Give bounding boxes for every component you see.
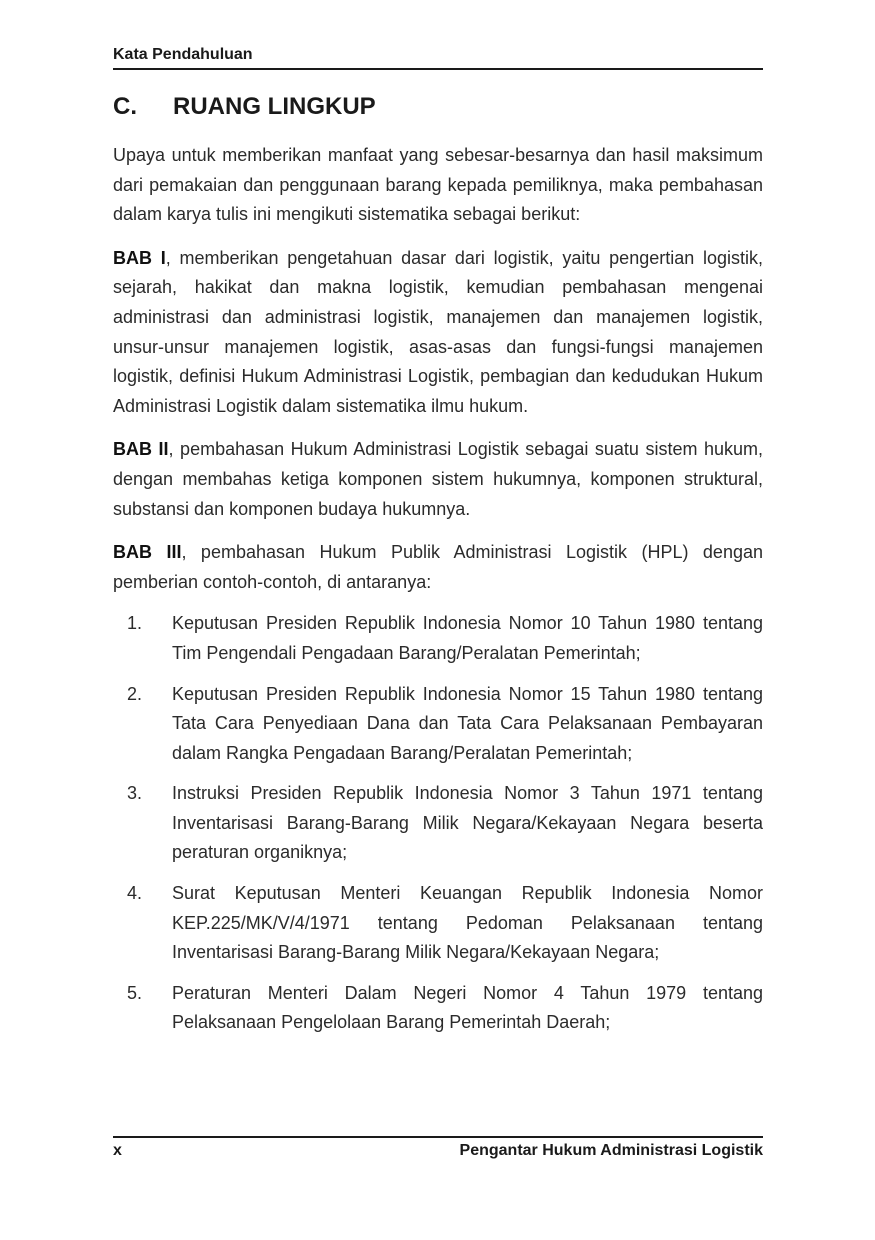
list-item-number: 3. [127,783,143,804]
chapter-text: , memberikan pengetahuan dasar dari logistik, yaitu pengertian logistik, sejarah, hakikat dan makna logistik, kemudian pembahasan mengenai administrasi dan administrasi logistik, manajemen dan manajemen logistik, unsur-unsur manajemen logistik, asas-asas dan fungsi-fungsi manajemen logistik, definisi Hukum Administrasi Logistik, pembagian dan kedudukan Hukum Administrasi Logistik dalam sistematika ilmu hukum. [113,247,764,416]
list-item [113,979,763,1038]
list-item [113,779,763,868]
chapter-label: BAB III [113,542,182,563]
chapter-text: , pembahasan Hukum Administrasi Logistik sebagai suatu sistem hukum, dengan membahas ketiga komponen sistem hukumnya, komponen struktural, substansi dan komponen budaya hukumnya. [113,439,763,519]
page-number: x [113,1142,122,1159]
list-item-number: 4. [127,883,143,904]
list-item-text: Surat Keputusan Menteri Keuangan Republik Indonesia Nomor KEP.225/MK/V/4/1971 tentang Pedoman Pelaksanaan tentang Inventarisasi Barang-Barang Milik Negara/Kekayaan Negara; [172,883,763,963]
list-item-text: Instruksi Presiden Republik Indonesia Nomor 3 Tahun 1971 tentang Inventarisasi Barang-Barang Milik Negara/Kekayaan Negara beserta peraturan organiknya; [172,783,763,863]
list-item-number: 1. [127,613,143,634]
list-item-number: 5. [127,982,143,1003]
section-title: RUANG LINGKUP [173,93,376,120]
list-item-text: Peraturan Menteri Dalam Negeri Nomor 4 Tahun 1979 tentang Pelaksanaan Pengelolaan Barang Pemerintah Daerah; [172,982,763,1033]
header-rule [113,68,763,70]
document-page [113,0,763,1240]
list-item-text: Keputusan Presiden Republik Indonesia Nomor 15 Tahun 1980 tentang Tata Cara Penyediaan Dana dan Tata Cara Pelaksanaan Pembayaran dalam Rangka Pengadaan Barang/Peralatan Pemerintah; [172,683,763,763]
chapter-paragraph-3 [113,538,763,597]
chapter-text: , pembahasan Hukum Publik Administrasi Logistik (HPL) dengan pemberian contoh-contoh, di antaranya: [113,542,763,592]
body-text [113,141,763,1049]
chapter-label: BAB II [113,439,169,460]
running-header: Kata Pendahuluan [113,46,253,63]
book-title: Pengantar Hukum Administrasi Logistik [459,1142,763,1159]
chapter-paragraph-1 [113,244,763,422]
chapter-label: BAB I [113,247,166,268]
list-item [113,609,763,668]
regulation-list [113,609,763,1038]
footer-rule [113,1136,763,1138]
list-item-number: 2. [127,683,143,704]
list-item-text: Keputusan Presiden Republik Indonesia Nomor 10 Tahun 1980 tentang Tim Pengendali Pengadaan Barang/Peralatan Pemerintah; [172,613,763,663]
section-heading [113,93,763,121]
list-item [113,680,763,769]
intro-paragraph: Upaya untuk memberikan manfaat yang sebesar-besarnya dan hasil maksimum dari pemakaian dan penggunaan barang kepada pemiliknya, maka pembahasan dalam karya tulis ini mengikuti sistematika sebagai berikut: [113,145,763,225]
chapter-paragraph-2 [113,435,763,524]
list-item [113,879,763,968]
section-number: C. [113,93,137,120]
